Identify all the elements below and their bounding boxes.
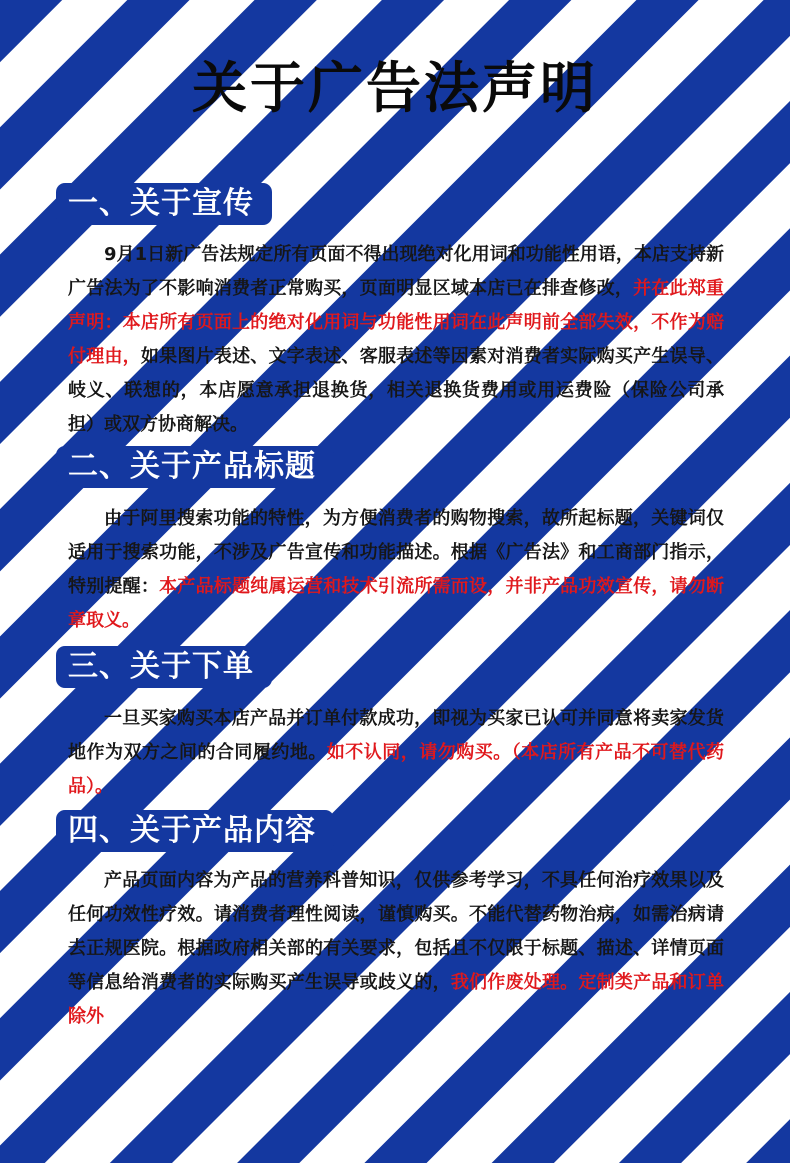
section-heading-publicity: 一、关于宣传 <box>56 183 272 225</box>
section-heading-product-content: 四、关于产品内容 <box>56 810 334 852</box>
section-body-ordering <box>68 702 724 804</box>
emphasis-text: 本产品标题纯属运营和技术引流所需而设，并非产品功效宣传，请勿断章取义。 <box>68 576 725 631</box>
emphasis-text: 如不认同，请勿购买。（本店所有产品不可替代药品）。 <box>68 742 725 797</box>
section-body-product-title <box>68 502 724 638</box>
body-text: 如果图片表述、文字表述、客服表述等因素对消费者实际购买产生误导、岐义、联想的，本店愿意承担退换货，相关退换货费用或用运费险（保险公司承担）或双方协商解决。 <box>68 346 725 435</box>
section-heading-ordering: 三、关于下单 <box>56 646 272 688</box>
emphasis-text: 并在此郑重声明：本店所有页面上的绝对化用词与功能性用词在此声明前全部失效，不作为赔付理由， <box>68 278 725 367</box>
page-title: 关于广告法声明 <box>191 56 598 120</box>
section-heading-product-title: 二、关于产品标题 <box>56 446 334 488</box>
section-body-product-content <box>68 864 724 1034</box>
section-body-publicity <box>68 238 724 442</box>
body-text: 一旦买家购买本店产品并订单付款成功，即视为买家已认可并同意将卖家发货地作为双方之间的合同履约地。 <box>68 708 724 763</box>
body-text: 产品页面内容为产品的营养科普知识，仅供参考学习，不具任何治疗效果以及任何功效性疗效。请消费者理性阅读，谨慎购买。不能代替药物治病，如需治病请去正规医院。根据政府相关部的有关要求，包括且不仅限于标题、描述、详情页面等信息给消费者的实际购买产生误导或歧义的， <box>68 870 724 993</box>
body-text: 由于阿里搜索功能的特性，为方便消费者的购物搜索，故所起标题，关键词仅适用于搜索功能，不涉及广告宣传和功能描述。根据《广告法》和工商部门指示，特别提醒： <box>68 508 724 597</box>
emphasis-text: 我们作废处理。定制类产品和订单除外 <box>68 972 725 1027</box>
body-text: 9月1日新广告法规定所有页面不得出现绝对化用词和功能性用语，本店支持新广告法为了不影响消费者正常购买，页面明显区域本店已在排查修改， <box>68 244 724 299</box>
